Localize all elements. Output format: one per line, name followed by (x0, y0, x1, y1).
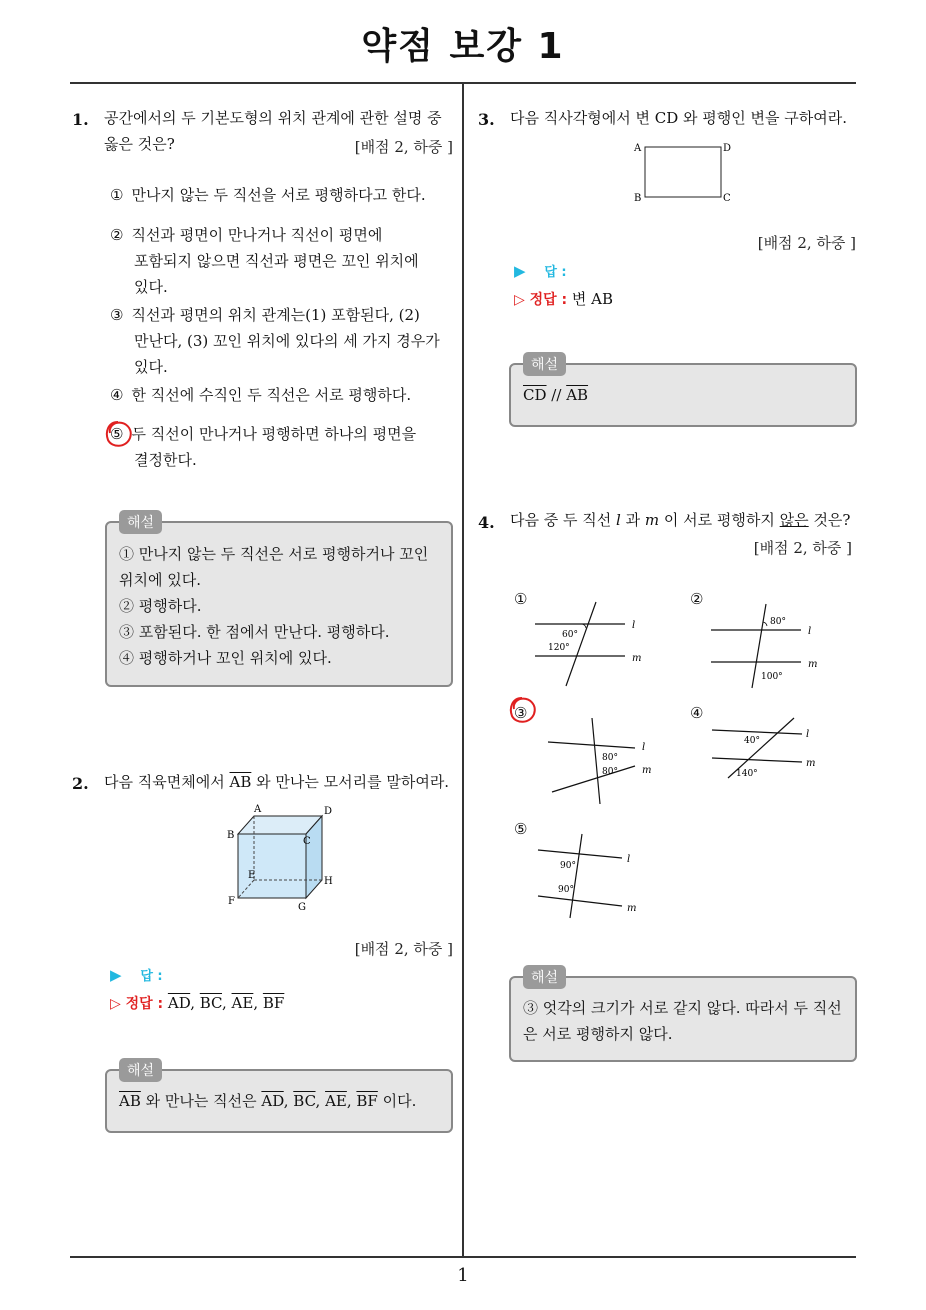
angle-label: 120° (548, 643, 570, 653)
angle-label: 100° (761, 672, 783, 682)
explain-segment: $\overline{AB}$ (119, 1092, 141, 1110)
explain-line: ③ 엇각의 크기가 서로 같지 않다. 따라서 두 직선 (523, 999, 842, 1017)
answer-segment: $\overline{BC}$ (199, 994, 222, 1012)
explain-segment: $\overline{CD}$ (523, 386, 547, 404)
page-title: 약점 보강 1 (361, 26, 565, 67)
q1-choice-2[interactable] (110, 222, 419, 300)
explain-line: 위치에 있다. (119, 571, 201, 589)
q3-number: 3. (478, 110, 495, 129)
q3-answer-prompt (514, 261, 567, 280)
answer-segment: $\overline{BF}$ (262, 994, 285, 1012)
q1-score: [배점 2, 하중 ] (354, 138, 453, 156)
q4-text (510, 507, 850, 533)
choice-text: 만난다, (3) 꼬인 위치에 있다의 세 가지 경우가 (134, 332, 440, 350)
q4-text-emphasis: 않은 (779, 511, 809, 529)
column-divider (462, 83, 464, 1258)
vertex-label: D (324, 806, 333, 817)
q2-text-segment: $\overline{AB}$ (229, 773, 252, 791)
explain-label: 해설 (119, 1058, 162, 1082)
correct-triangle-icon: ▷ (110, 996, 121, 1012)
answer-value: 변 AB (571, 290, 613, 308)
vertex-label: B (227, 830, 235, 841)
answer-segment: $\overline{AD}$ (167, 994, 191, 1012)
explain-label: 해설 (119, 510, 162, 534)
q4-explanation-box (509, 970, 857, 1062)
choice-text: 직선과 평면이 만나거나 직선이 평면에 (131, 226, 383, 244)
explain-line: 은 서로 평행하지 않다. (523, 1025, 673, 1043)
label-l: l (632, 620, 636, 631)
q1-answer-circle-mark (102, 418, 134, 450)
q4-figure-2 (706, 600, 836, 690)
explain-label: 해설 (523, 965, 566, 989)
cuboid-front-face (238, 834, 306, 898)
line-l (548, 742, 635, 748)
choice-text: 두 직선이 만나거나 평행하면 하나의 평면을 (131, 425, 417, 443)
angle-label: 60° (562, 630, 578, 640)
transversal (592, 718, 600, 804)
choice-text: 포함되지 않으면 직선과 평면은 꼬인 위치에 (134, 252, 419, 270)
q1-text-line2: 옳은 것은? (104, 135, 175, 153)
q3-rectangle-figure (630, 140, 740, 206)
line-m (538, 896, 622, 906)
q1-choice-3[interactable] (110, 302, 440, 380)
label-m: m (808, 659, 818, 670)
vertex-label: G (298, 902, 306, 912)
vertex-label: A (254, 804, 262, 815)
q4-figure-4 (706, 712, 836, 788)
q4-figure-3 (540, 714, 670, 806)
q2-text (104, 769, 449, 795)
q4-figure-5-mark[interactable]: ⑤ (514, 820, 528, 838)
parallel-symbol: // (551, 386, 562, 404)
explain-segment: $\overline{AB}$ (566, 386, 589, 404)
choice-text: 결정한다. (134, 451, 197, 469)
vertex-label: H (324, 876, 333, 887)
q3-score: [배점 2, 하중 ] (757, 234, 856, 252)
explain-line: ④ 평행하거나 꼬인 위치에 있다. (119, 649, 332, 667)
angle-label: 90° (558, 885, 574, 895)
q2-cuboid-figure (222, 800, 342, 912)
correct-label: 정답 : (125, 996, 164, 1012)
label-l: l (627, 854, 631, 865)
choice-text: 있다. (134, 278, 168, 296)
explain-line: ③ 포함된다. 한 점에서 만난다. 평행하다. (119, 623, 390, 641)
angle-label: 80° (770, 617, 786, 627)
q4-figure-3-mark[interactable]: ③ (514, 704, 528, 722)
rectangle-abcd (645, 147, 721, 197)
explain-segment: $\overline{AD}$ (261, 1092, 284, 1110)
angle-label: 140° (736, 769, 758, 779)
explain-text: 이다. (382, 1092, 417, 1110)
choice-text: 직선과 평면의 위치 관계는(1) 포함된다, (2) (131, 306, 420, 324)
angle-label: 80° (602, 767, 618, 777)
choice-text: 있다. (134, 358, 168, 376)
label-m: m (632, 653, 642, 664)
transversal (566, 602, 596, 686)
q1-explanation-box (105, 515, 453, 687)
q2-explanation-box: 해설 $\overline{AB}$ 와 만나는 직선은 $\overline{AD}$, $\overline{BC}$, $\overline{AE}$, $\overline{BF}$ 이다. (105, 1069, 453, 1133)
bottom-divider (70, 1256, 856, 1258)
q2-answer-prompt (110, 965, 163, 984)
vertex-label: D (723, 143, 732, 154)
label-m: m (806, 758, 816, 769)
answer-triangle-icon: ▶ (514, 262, 526, 280)
choice-mark: ④ (110, 386, 124, 404)
q2-text-pre: 다음 직육면체에서 (104, 773, 225, 791)
choice-mark: ③ (110, 306, 124, 324)
q1-choice-5[interactable] (110, 421, 416, 473)
choice-mark: ② (110, 226, 124, 244)
q1-text-line1: 공간에서의 두 기본도형의 위치 관계에 관한 설명 중 (104, 109, 442, 127)
vertex-label: C (723, 193, 731, 204)
q4-figure-1 (530, 600, 660, 690)
q4-figure-2-mark[interactable]: ② (690, 590, 704, 608)
q1-number: 1. (72, 110, 89, 129)
q4-figure-1-mark[interactable]: ① (514, 590, 528, 608)
transversal (570, 834, 582, 918)
line-m (552, 766, 635, 792)
explain-line: ② 평행하다. (119, 597, 202, 615)
vertex-label: E (248, 870, 256, 881)
q2-text-post: 와 만나는 모서리를 말하여라. (256, 773, 450, 791)
q2-number: 2. (72, 774, 89, 793)
explain-segment: $\overline{BF}$ (356, 1092, 378, 1110)
label-l: l (806, 729, 810, 740)
q4-text-end: 것은? (813, 511, 851, 529)
q1-choice-1[interactable] (110, 182, 426, 208)
explain-label: 해설 (523, 352, 566, 376)
angle-label: 80° (602, 753, 618, 763)
q2-score: [배점 2, 하중 ] (354, 940, 453, 958)
q4-figure-5 (530, 830, 660, 920)
q4-figure-4-mark[interactable]: ④ (690, 704, 704, 722)
q4-number: 4. (478, 513, 495, 532)
label-m: m (627, 903, 637, 914)
q4-var-l: l (616, 511, 621, 529)
correct-triangle-icon: ▷ (514, 292, 525, 308)
explain-line: ① 만나지 않는 두 직선은 서로 평행하거나 꼬인 (119, 545, 429, 563)
answer-segment: $\overline{AE}$ (231, 994, 254, 1012)
explain-segment: $\overline{BC}$ (293, 1092, 316, 1110)
q4-text-post: 이 서로 평행하지 (663, 511, 775, 529)
label-l: l (642, 742, 646, 753)
label-l: l (808, 626, 812, 637)
angle-label: 40° (744, 736, 760, 746)
q4-text-mid: 과 (625, 511, 641, 529)
page-number: 1 (457, 1265, 469, 1286)
vertex-label: B (634, 193, 642, 204)
label-m: m (642, 765, 652, 776)
answer-label: 답 : (544, 265, 567, 280)
q3-text: 다음 직사각형에서 변 CD 와 평행인 변을 구하여라. (510, 109, 847, 127)
explain-text: 와 만나는 직선은 (145, 1092, 257, 1110)
line-m (712, 758, 802, 762)
angle-label: 90° (560, 861, 576, 871)
choice-mark: ⑤ (110, 425, 124, 443)
correct-label: 정답 : (529, 292, 568, 308)
q4-var-m: m (644, 511, 660, 529)
answer-triangle-icon: ▶ (110, 966, 122, 984)
vertex-label: F (228, 896, 235, 907)
q2-correct-answer: ▷ 정답 : $\overline{AD}$, $\overline{BC}$, $\overline{AE}$, $\overline{BF}$ (110, 994, 285, 1012)
q4-text-pre: 다음 중 두 직선 (510, 511, 612, 529)
choice-text: 한 직선에 수직인 두 직선은 서로 평행하다. (131, 386, 412, 404)
explain-segment: $\overline{AE}$ (325, 1092, 347, 1110)
q4-answer-circle-mark (506, 694, 538, 726)
q3-explanation-box (509, 357, 857, 427)
choice-mark: ① (110, 186, 124, 204)
q4-score: [배점 2, 하중 ] (753, 539, 852, 557)
answer-label: 답 : (140, 969, 163, 984)
q3-correct-answer (514, 288, 613, 309)
choice-text: 만나지 않는 두 직선을 서로 평행하다고 한다. (131, 186, 426, 204)
vertex-label: C (303, 836, 311, 847)
vertex-label: A (634, 143, 642, 154)
line-l (712, 730, 802, 734)
q1-choice-4[interactable] (110, 382, 411, 408)
